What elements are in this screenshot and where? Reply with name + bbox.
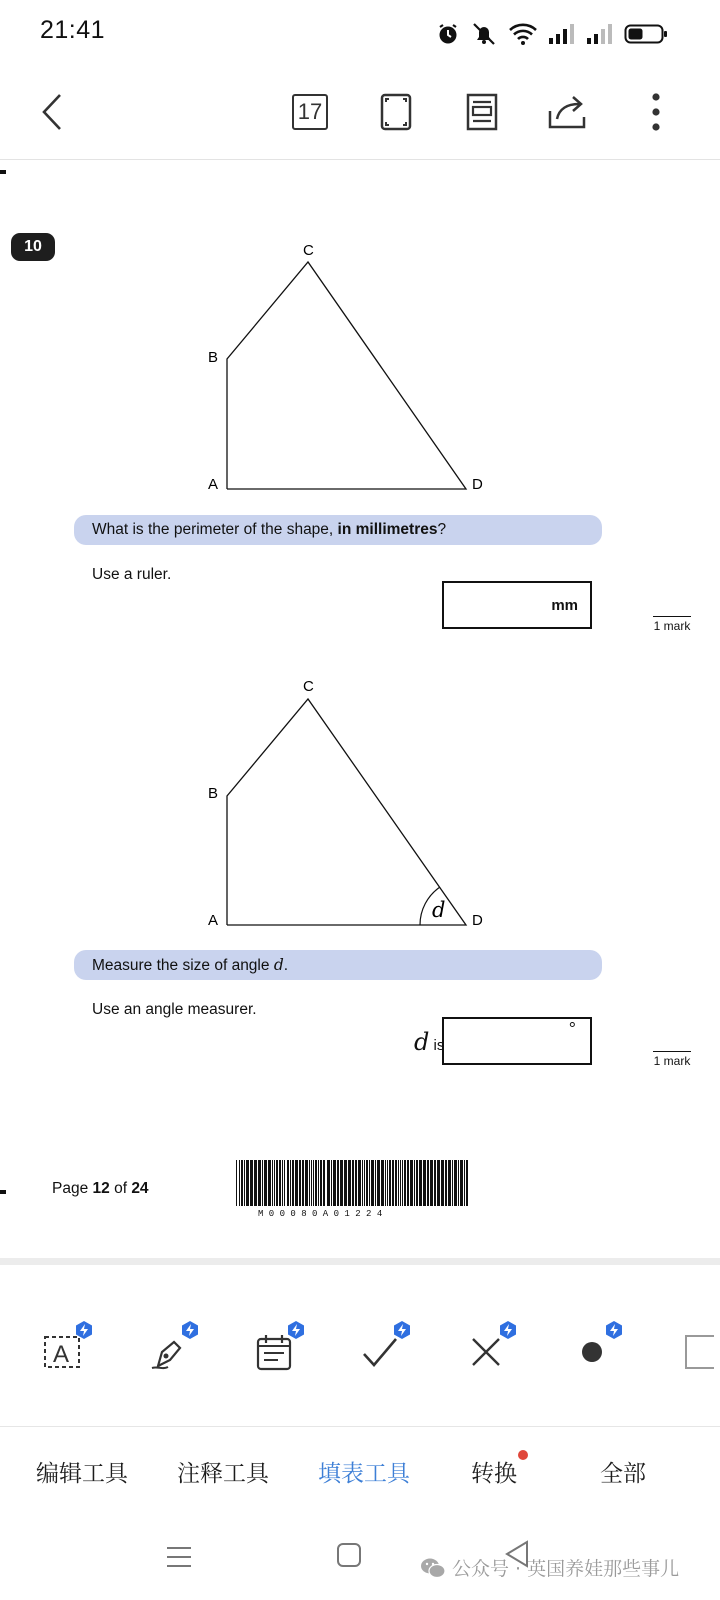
back-button[interactable]: [26, 86, 78, 138]
barcode-bar: [276, 1160, 278, 1206]
barcode-bar: [445, 1160, 447, 1206]
barcode-bar: [416, 1160, 418, 1206]
home-nav-button[interactable]: [336, 1542, 362, 1573]
angle-answer-field[interactable]: [442, 1017, 592, 1065]
signature-tool[interactable]: [136, 1320, 200, 1384]
barcode-bar: [318, 1160, 319, 1206]
crop-mark: [0, 1190, 6, 1194]
barcode-bar: [398, 1160, 399, 1206]
toolbar: [0, 64, 720, 160]
signal-2-icon: [586, 23, 614, 45]
wechat-icon: [420, 1557, 446, 1579]
barcode-bar: [333, 1160, 336, 1206]
barcode-bar: [236, 1160, 237, 1206]
barcode-bar: [313, 1160, 314, 1206]
barcode-bar: [460, 1160, 463, 1206]
barcode-bar: [287, 1160, 289, 1206]
status-bar: [0, 0, 720, 64]
vertex-label-c: C: [303, 678, 314, 695]
barcode-bar: [369, 1160, 370, 1206]
mute-icon: [470, 21, 498, 47]
page-layout-icon: [466, 93, 498, 131]
barcode-bar: [305, 1160, 308, 1206]
alarm-icon: [436, 22, 460, 46]
barcode-bar: [437, 1160, 440, 1206]
more-button[interactable]: [630, 86, 682, 138]
barcode-bar: [264, 1160, 267, 1206]
barcode-bar: [295, 1160, 298, 1206]
barcode-bar: [466, 1160, 468, 1206]
tool-tabs: [0, 1426, 720, 1544]
barcode-bar: [258, 1160, 261, 1206]
vertex-label-a: A: [208, 476, 219, 493]
barcode-bar: [423, 1160, 426, 1206]
mark-label: 1 mark: [653, 616, 691, 633]
instruction-ruler: Use a ruler.: [92, 566, 172, 583]
barcode-bar: [311, 1160, 312, 1206]
barcode-bar: [385, 1160, 386, 1206]
barcode-bar: [352, 1160, 354, 1206]
barcode-bar: [323, 1160, 325, 1206]
instruction-angle-measurer: Use an angle measurer.: [92, 1001, 257, 1018]
barcode-bar: [358, 1160, 361, 1206]
barcode-bar: [340, 1160, 343, 1206]
vertex-label-a: A: [208, 912, 219, 929]
question-number-badge: 10: [11, 233, 55, 261]
barcode-bar: [331, 1160, 332, 1206]
barcode-bar: [430, 1160, 433, 1206]
barcode-bar: [377, 1160, 380, 1206]
menu-nav-button[interactable]: [166, 1544, 192, 1575]
page-layout-button[interactable]: [456, 86, 508, 138]
share-icon: [547, 93, 589, 131]
barcode-bar: [241, 1160, 243, 1206]
barcode-bar: [452, 1160, 453, 1206]
barcode-bar: [282, 1160, 283, 1206]
barcode-bar: [441, 1160, 444, 1206]
barcode-bar: [387, 1160, 388, 1206]
barcode-bar: [290, 1160, 291, 1206]
barcode: [236, 1160, 470, 1218]
barcode-bar: [366, 1160, 368, 1206]
more-tools-partial[interactable]: [668, 1320, 720, 1384]
tab-convert[interactable]: 转换: [471, 1461, 517, 1487]
barcode-bar: [395, 1160, 397, 1206]
question-prompt-angle: Measure the size of angle d.: [74, 950, 602, 980]
date-tool[interactable]: [242, 1320, 306, 1384]
barcode-bar: [337, 1160, 339, 1206]
barcode-bar: [272, 1160, 273, 1206]
shape-abcd-angle-diagram: [0, 590, 720, 930]
barcode-bar: [315, 1160, 317, 1206]
lightning-badge-icon: [392, 1320, 412, 1340]
barcode-bar: [309, 1160, 310, 1206]
tab-fill-form-tools[interactable]: 填表工具: [318, 1461, 410, 1487]
vertex-label-b: B: [208, 349, 219, 366]
barcode-bar: [404, 1160, 406, 1206]
barcode-bar: [419, 1160, 422, 1206]
barcode-bar: [299, 1160, 301, 1206]
dot-mark-tool[interactable]: [560, 1320, 624, 1384]
back-arrow-icon: [40, 92, 64, 132]
barcode-bar: [434, 1160, 436, 1206]
barcode-bar: [348, 1160, 351, 1206]
cross-mark-tool[interactable]: [454, 1320, 518, 1384]
watermark: [420, 1554, 679, 1581]
tab-edit-tools[interactable]: 编辑工具: [36, 1461, 128, 1487]
barcode-bar: [414, 1160, 415, 1206]
barcode-text: M 0 0 0 8 0 A 0 1 2 2 4: [258, 1209, 383, 1218]
lightning-badge-icon: [604, 1320, 624, 1340]
angle-label-d: d: [432, 898, 446, 922]
barcode-bar: [250, 1160, 253, 1206]
vertex-label-c: C: [303, 242, 314, 259]
barcode-bar: [364, 1160, 365, 1206]
signal-1-icon: [548, 23, 576, 45]
shape-abcd-diagram: [0, 160, 720, 520]
barcode-bar: [246, 1160, 249, 1206]
barcode-bar: [284, 1160, 285, 1206]
barcode-bar: [392, 1160, 394, 1206]
fullscreen-icon: [380, 93, 412, 131]
fullscreen-button[interactable]: [370, 86, 422, 138]
unit-label-mm: mm: [551, 597, 578, 614]
more-vertical-icon: [651, 92, 661, 132]
barcode-bar: [381, 1160, 384, 1206]
check-mark-tool[interactable]: [348, 1320, 412, 1384]
barcode-bar: [410, 1160, 413, 1206]
barcode-bar: [239, 1160, 240, 1206]
system-nav-bar: [0, 1530, 720, 1600]
page-jump-button[interactable]: [284, 86, 336, 138]
barcode-bar: [254, 1160, 257, 1206]
wifi-icon: [508, 22, 538, 46]
box-icon: [674, 1332, 714, 1372]
barcode-bar: [292, 1160, 294, 1206]
form-tool-row: [0, 1320, 720, 1400]
watermark-text: 公众号 · 英国养娃那些事儿: [452, 1558, 680, 1580]
text-field-tool[interactable]: [30, 1320, 94, 1384]
barcode-bar: [355, 1160, 357, 1206]
barcode-bar: [268, 1160, 271, 1206]
barcode-bar: [344, 1160, 347, 1206]
page-number-icon: 17: [292, 94, 328, 130]
status-icons: [436, 20, 668, 48]
question-prompt-perimeter: What is the perimeter of the shape, in millimetres?: [74, 515, 602, 545]
unit-label-degrees: °: [568, 1019, 576, 1039]
share-button[interactable]: [542, 86, 594, 138]
barcode-bar: [400, 1160, 401, 1206]
barcode-bar: [244, 1160, 245, 1206]
battery-icon: [624, 23, 668, 45]
home-square-icon: [336, 1542, 362, 1568]
barcode-bar: [454, 1160, 457, 1206]
vertex-label-d: D: [472, 476, 483, 493]
barcode-bar: [464, 1160, 465, 1206]
barcode-bar: [371, 1160, 374, 1206]
lightning-badge-icon: [286, 1320, 306, 1340]
barcode-bar: [362, 1160, 363, 1206]
vertex-label-d: D: [472, 912, 483, 929]
barcode-bar: [274, 1160, 275, 1206]
answer-prefix: d is: [414, 1028, 445, 1056]
notification-dot: [518, 1450, 528, 1460]
lightning-badge-icon: [180, 1320, 200, 1340]
svg-text:A: A: [53, 1341, 70, 1368]
barcode-bar: [402, 1160, 403, 1206]
barcode-bar: [262, 1160, 263, 1206]
status-time: 21:41: [40, 16, 106, 44]
barcode-bar: [407, 1160, 409, 1206]
menu-icon: [166, 1544, 192, 1570]
barcode-bar: [302, 1160, 304, 1206]
mark-label: 1 mark: [653, 1051, 691, 1068]
page-footer: Page 12 of 24: [52, 1180, 149, 1197]
lightning-badge-icon: [498, 1320, 518, 1340]
tab-annotate-tools[interactable]: 注释工具: [177, 1461, 269, 1487]
separator: [0, 1258, 720, 1265]
barcode-bar: [320, 1160, 322, 1206]
lightning-badge-icon: [74, 1320, 94, 1340]
tab-all[interactable]: 全部: [600, 1461, 646, 1487]
vertex-label-b: B: [208, 785, 219, 802]
document-page: [0, 160, 720, 1260]
barcode-bar: [279, 1160, 281, 1206]
barcode-bar: [389, 1160, 391, 1206]
barcode-bar: [375, 1160, 376, 1206]
barcode-bar: [458, 1160, 459, 1206]
barcode-bar: [327, 1160, 330, 1206]
barcode-bar: [448, 1160, 451, 1206]
barcode-bar: [427, 1160, 429, 1206]
